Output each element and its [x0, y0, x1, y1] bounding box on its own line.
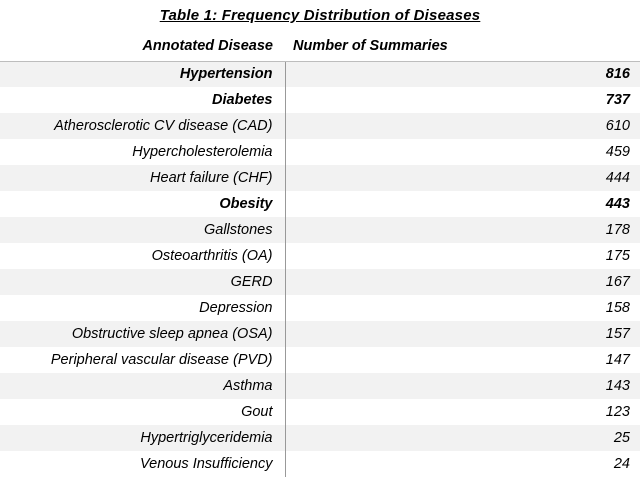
count-cell: 157 [605, 326, 630, 342]
column-header-number-of-summaries: Number of Summaries [285, 31, 640, 61]
disease-cell: Venous Insufficiency [0, 451, 285, 477]
count-cell: 158 [605, 300, 630, 316]
table-row [0, 373, 640, 399]
count-cell: 167 [605, 274, 630, 290]
disease-cell: Gout [0, 399, 285, 425]
count-cell: 24 [613, 456, 630, 472]
disease-cell: Hypercholesterolemia [0, 139, 285, 165]
table-row [0, 399, 640, 425]
disease-cell: Osteoarthritis (OA) [0, 243, 285, 269]
disease-cell: Asthma [0, 373, 285, 399]
disease-cell: Hypertension [0, 61, 285, 87]
table-row [0, 87, 640, 113]
count-cell: 178 [605, 222, 630, 238]
table-body [0, 61, 640, 477]
table-row [0, 243, 640, 269]
table-row [0, 425, 640, 451]
count-cell: 737 [605, 92, 630, 108]
count-cell: 123 [605, 404, 630, 420]
count-cell: 459 [605, 144, 630, 160]
count-cell: 25 [613, 430, 630, 446]
table-row [0, 139, 640, 165]
header-row [0, 31, 640, 61]
count-cell: 143 [605, 378, 630, 394]
table-row [0, 165, 640, 191]
disease-cell: Gallstones [0, 217, 285, 243]
table-row [0, 113, 640, 139]
table-row [0, 347, 640, 373]
disease-cell: Obesity [0, 191, 285, 217]
disease-cell: Depression [0, 295, 285, 321]
count-cell: 443 [605, 196, 630, 212]
title-row [0, 0, 640, 31]
count-cell: 147 [605, 352, 630, 368]
table-row [0, 295, 640, 321]
disease-cell: Heart failure (CHF) [0, 165, 285, 191]
table-row [0, 217, 640, 243]
count-cell: 610 [605, 118, 630, 134]
table-row [0, 191, 640, 217]
disease-cell: Obstructive sleep apnea (OSA) [0, 321, 285, 347]
table-header [0, 31, 640, 61]
table-row [0, 321, 640, 347]
column-header-annotated-disease: Annotated Disease [0, 31, 285, 61]
table-row [0, 451, 640, 477]
disease-cell: Diabetes [0, 87, 285, 113]
disease-cell: GERD [0, 269, 285, 295]
frequency-table [0, 31, 640, 477]
count-cell: 175 [605, 248, 630, 264]
table-row [0, 61, 640, 87]
disease-cell: Hypertriglyceridemia [0, 425, 285, 451]
disease-cell: Peripheral vascular disease (PVD) [0, 347, 285, 373]
disease-cell: Atherosclerotic CV disease (CAD) [0, 113, 285, 139]
table-title: Table 1: Frequency Distribution of Diseases [159, 7, 481, 24]
count-cell: 816 [605, 66, 630, 83]
count-cell: 444 [605, 170, 630, 186]
table-row [0, 269, 640, 295]
